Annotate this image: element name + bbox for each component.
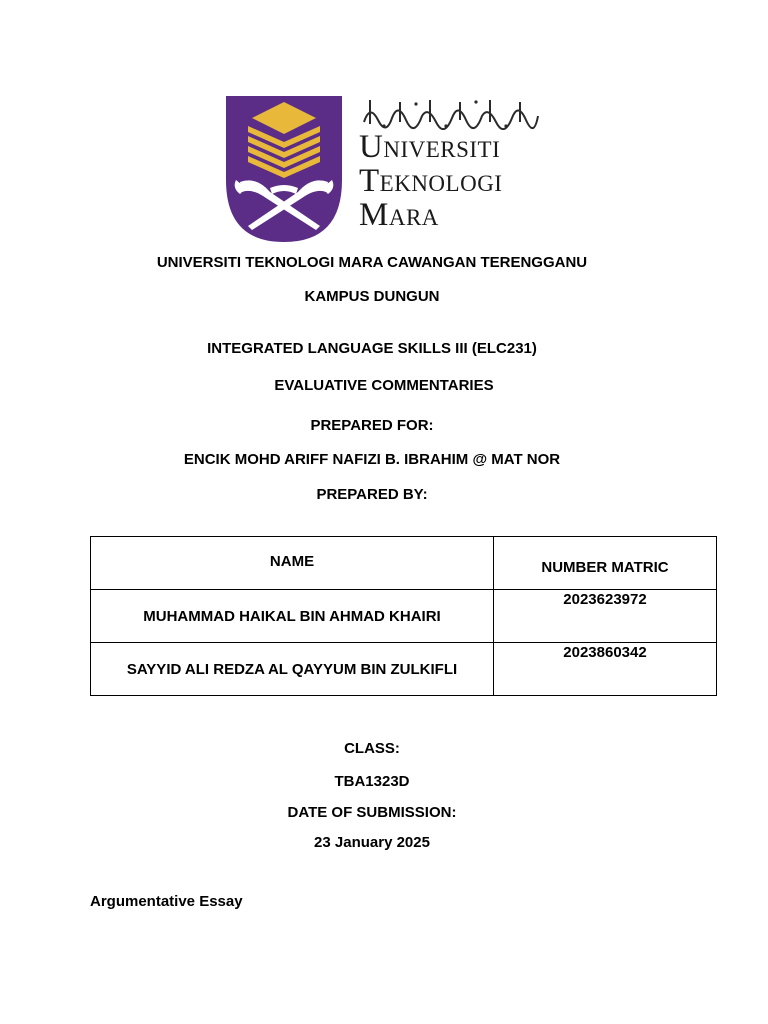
student-matric-cell: 2023623972 [494,590,717,643]
student-name-cell: MUHAMMAD HAIKAL BIN AHMAD KHAIRI [91,590,494,643]
date-value: 23 January 2025 [314,834,430,851]
lecturer-name: ENCIK MOHD ARIFF NAFIZI B. IBRAHIM @ MAT NOR [183,451,561,468]
date-label: DATE OF SUBMISSION: [287,804,457,821]
class-value: TBA1323D [334,773,410,790]
class-label: CLASS: [344,740,400,757]
uitm-shield-emblem [226,96,342,242]
prepared-for-label: PREPARED FOR: [310,417,434,434]
assignment-title: EVALUATIVE COMMENTARIES [274,377,494,394]
prepared-by-label: PREPARED BY: [316,486,428,503]
column-header-name: NAME [91,537,494,590]
logo-wordmark-line-2: Teknologi [359,163,503,199]
table-row [91,590,717,643]
logo-wordmark [359,130,502,232]
logo-jawi-script [360,96,542,130]
logo-wordmark-line-1: Universiti [359,129,501,165]
student-matric-cell: 2023860342 [494,643,717,696]
jawi-calligraphy-mark [360,96,542,130]
essay-type-label: Argumentative Essay [90,893,243,910]
table-row [91,643,717,696]
campus-name: KAMPUS DUNGUN [304,288,440,305]
table-header-row [91,537,717,590]
students-table [90,536,717,696]
course-title: INTEGRATED LANGUAGE SKILLS III (ELC231) [207,340,537,357]
logo-wordmark-line-3: Mara [359,197,439,233]
uitm-logo [226,96,556,242]
university-name: UNIVERSITI TEKNOLOGI MARA CAWANGAN TERENGGANU [156,254,588,271]
student-name-cell: SAYYID ALI REDZA AL QAYYUM BIN ZULKIFLI [91,643,494,696]
column-header-matric: NUMBER MATRIC [494,537,717,590]
